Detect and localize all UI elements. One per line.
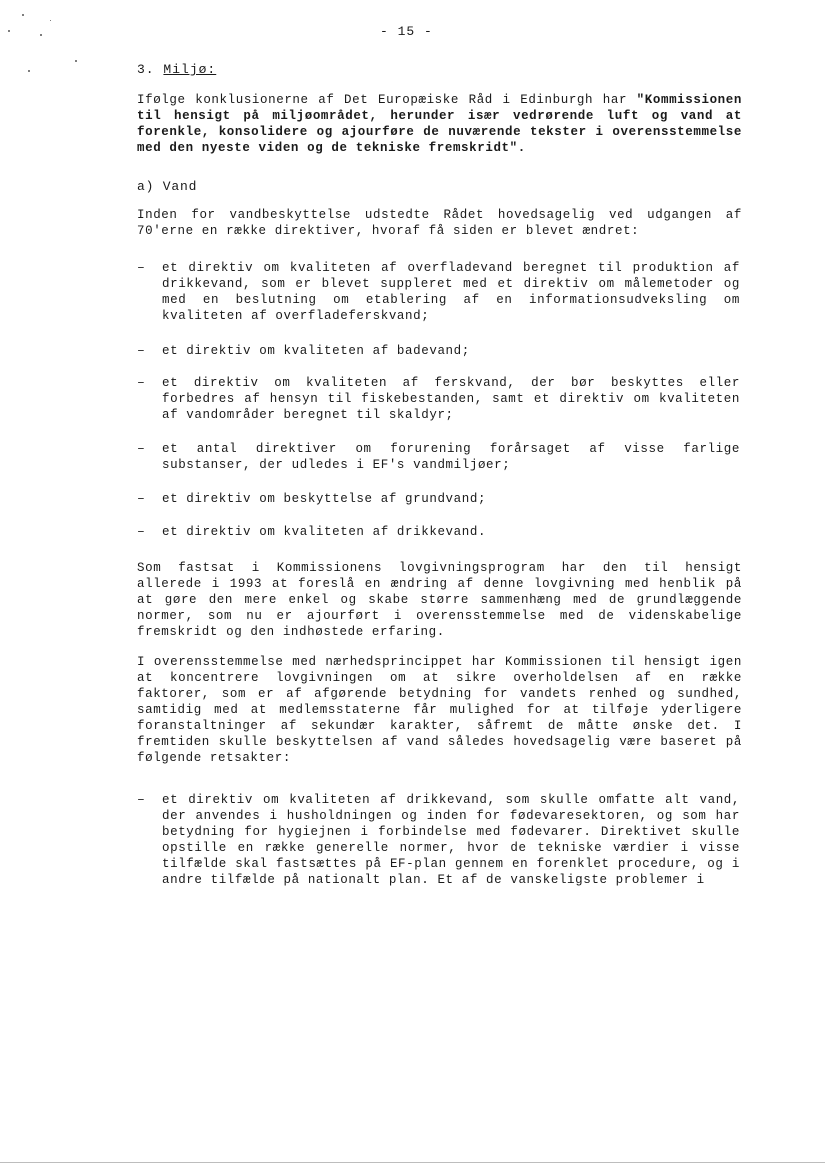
scan-speck — [22, 14, 24, 16]
subsidiarity-paragraph: I overensstemmelse med nærhedsprincippet har Kommissionen til hensigt igen at koncentrere lovgivningen om at sikre overholdelsen af en række faktorer, som er af afgørende betydning for vandets renhed og sundhed, samtidig med at medlemsstaterne får mulighed for at tilføje yderligere foranstaltninger af sekundær karakter, såfremt de måtte ønske det. I fremtiden skulle beskyttelsen af vand således hovedsagelig være baseret på følgende retsakter: — [137, 655, 742, 765]
list-item-text: et direktiv om kvaliteten af ferskvand, der bør beskyttes eller forbedres af hensyn til fiskebestanden, samt et direktiv om kvaliteten af vandområder beregnet til skaldyr; — [162, 376, 740, 422]
intro-quote: "Kommissionen til hensigt på miljøområdet, herunder især vedrørende luft og vand at forenkle, konsolidere og ajourføre de nuværende tekster i overensstemmelse med den nyeste viden og de tekniske fremskridt". — [137, 93, 742, 155]
page-number: - 15 - — [380, 24, 433, 39]
scan-speck — [8, 30, 10, 32]
bullet-dash: – — [137, 260, 145, 275]
section-heading — [137, 62, 216, 77]
scan-speck — [40, 34, 42, 36]
bullet-dash: – — [137, 441, 145, 456]
water-intro-paragraph: Inden for vandbeskyttelse udstedte Rådet hovedsagelig ved udgangen af 70'erne en række direktiver, hvoraf få siden er blevet ændret: — [137, 208, 742, 238]
bullet-dash: – — [137, 375, 145, 390]
list-item-text: et antal direktiver om forurening forårsaget af visse farlige substanser, der udledes i EF's vandmiljøer; — [162, 442, 740, 472]
scan-speck — [75, 60, 77, 62]
list-item-text: et direktiv om kvaliteten af drikkevand. — [162, 525, 487, 539]
scan-speck — [50, 20, 51, 21]
list-item-text: et direktiv om kvaliteten af drikkevand, som skulle omfatte alt vand, der anvendes i husholdningen og inden for fødevaresektoren, og som har betydning for hygiejnen i forbindelse med fødevarer. Direktivet skulle opstille en række generelle normer, hvor de tekniske værdier i visse tilfælde skal fastsættes på EF-plan gennem en forenklet procedure, og i andre tilfælde på nationalt plan. Et af de vanskeligste problemer i — [162, 793, 740, 887]
intro-text: Ifølge konklusionerne af Det Europæiske Råd i Edinburgh har — [137, 93, 637, 107]
section-number: 3. — [137, 62, 155, 77]
bullet-dash: – — [137, 524, 145, 539]
bullet-dash: – — [137, 491, 145, 506]
scan-speck — [28, 70, 30, 72]
bullet-dash: – — [137, 792, 145, 807]
program-paragraph: Som fastsat i Kommissionens lovgivningsprogram har den til hensigt allerede i 1993 at foreslå en ændring af denne lovgivning med henblik på at gøre den mere enkel og skabe større sammenhæng med de grundlæggende normer, som nu er ajourført i overensstemmelse med de videnskabelige fremskridt og den indhøstede erfaring. — [137, 561, 742, 639]
intro-paragraph — [137, 92, 742, 156]
list-item-text: et direktiv om kvaliteten af overfladevand beregnet til produktion af drikkevand, som er blevet suppleret med et direktiv om målemetoder og med en beslutning om etablering af en informationsudveksling om kvaliteten af overfladeferskvand; — [162, 261, 740, 323]
bullet-dash: – — [137, 343, 145, 358]
subsection-heading: a) Vand — [137, 179, 198, 194]
section-title: Miljø: — [163, 62, 217, 77]
scan-bottom-edge — [0, 1162, 825, 1163]
list-item-text: et direktiv om kvaliteten af badevand; — [162, 344, 470, 358]
list-item-text: et direktiv om beskyttelse af grundvand; — [162, 492, 487, 506]
